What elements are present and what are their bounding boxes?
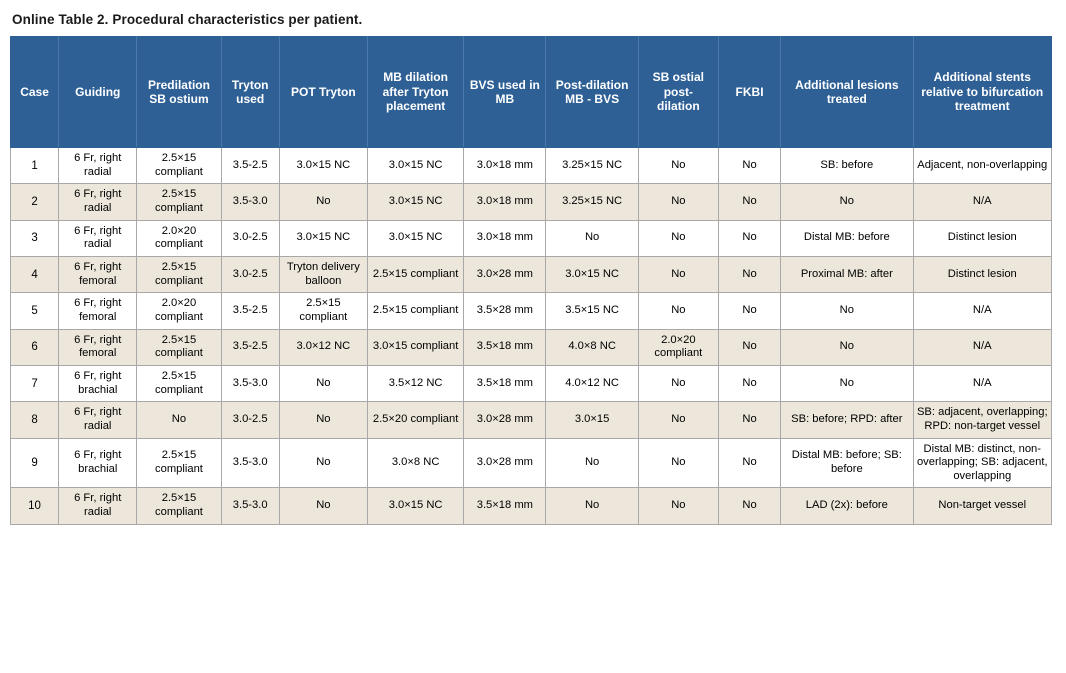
cell-tryton-used: 3.5-3.0: [221, 365, 279, 401]
column-header-tryton-used: Tryton used: [221, 37, 279, 148]
cell-post-dilation: 3.0×15 NC: [546, 256, 638, 292]
cell-bvs-used-mb: 3.5×18 mm: [464, 488, 546, 524]
cell-mb-dilation: 3.5×12 NC: [367, 365, 463, 401]
cell-predilation-sb-ostium: 2.5×15 compliant: [137, 438, 221, 488]
cell-sb-ostial-post-dilation: No: [638, 365, 718, 401]
cell-pot-tryton: 3.0×15 NC: [279, 220, 367, 256]
table-row: [11, 438, 1052, 488]
cell-case: 5: [11, 293, 59, 329]
cell-tryton-used: 3.5-2.5: [221, 293, 279, 329]
cell-sb-ostial-post-dilation: No: [638, 220, 718, 256]
cell-bvs-used-mb: 3.0×18 mm: [464, 148, 546, 184]
cell-case: 6: [11, 329, 59, 365]
cell-case: 8: [11, 402, 59, 438]
cell-fkbi: No: [718, 148, 780, 184]
cell-fkbi: No: [718, 184, 780, 220]
column-header-case: Case: [11, 37, 59, 148]
cell-bvs-used-mb: 3.0×18 mm: [464, 220, 546, 256]
cell-fkbi: No: [718, 365, 780, 401]
cell-case: 1: [11, 148, 59, 184]
table-row: [11, 402, 1052, 438]
cell-pot-tryton: No: [279, 402, 367, 438]
cell-mb-dilation: 3.0×8 NC: [367, 438, 463, 488]
header-row: [11, 37, 1052, 148]
cell-case: 9: [11, 438, 59, 488]
column-header-bvs-used-in-mb: BVS used in MB: [464, 37, 546, 148]
cell-bvs-used-mb: 3.5×18 mm: [464, 329, 546, 365]
cell-case: 7: [11, 365, 59, 401]
cell-fkbi: No: [718, 256, 780, 292]
cell-predilation-sb-ostium: 2.5×15 compliant: [137, 365, 221, 401]
cell-bvs-used-mb: 3.0×28 mm: [464, 438, 546, 488]
cell-post-dilation: 4.0×8 NC: [546, 329, 638, 365]
column-header-mb-dilation: MB dilation after Tryton placement: [367, 37, 463, 148]
cell-mb-dilation: 2.5×15 compliant: [367, 256, 463, 292]
cell-post-dilation: 4.0×12 NC: [546, 365, 638, 401]
procedural-characteristics-table: [10, 36, 1052, 525]
cell-sb-ostial-post-dilation: No: [638, 488, 718, 524]
cell-additional-stents: Adjacent, non-overlapping: [913, 148, 1051, 184]
table-body: [11, 148, 1052, 525]
cell-sb-ostial-post-dilation: No: [638, 184, 718, 220]
column-header-fkbi: FKBI: [718, 37, 780, 148]
cell-additional-stents: Distinct lesion: [913, 220, 1051, 256]
cell-additional-stents: SB: adjacent, overlapping; RPD: non-target vessel: [913, 402, 1051, 438]
cell-fkbi: No: [718, 402, 780, 438]
cell-guiding: 6 Fr, right radial: [59, 220, 137, 256]
cell-additional-lesions: SB: before: [781, 148, 913, 184]
table-row: [11, 220, 1052, 256]
cell-mb-dilation: 3.0×15 NC: [367, 220, 463, 256]
cell-guiding: 6 Fr, right brachial: [59, 438, 137, 488]
cell-guiding: 6 Fr, right radial: [59, 402, 137, 438]
cell-post-dilation: 3.25×15 NC: [546, 148, 638, 184]
cell-post-dilation: 3.0×15: [546, 402, 638, 438]
column-header-pot-tryton: POT Tryton: [279, 37, 367, 148]
table-row: [11, 293, 1052, 329]
cell-post-dilation: 3.5×15 NC: [546, 293, 638, 329]
cell-pot-tryton: No: [279, 184, 367, 220]
cell-additional-stents: Distinct lesion: [913, 256, 1051, 292]
column-header-additional-lesions-treated: Additional lesions treated: [781, 37, 913, 148]
cell-additional-stents: N/A: [913, 329, 1051, 365]
cell-mb-dilation: 3.0×15 NC: [367, 148, 463, 184]
cell-mb-dilation: 3.0×15 compliant: [367, 329, 463, 365]
cell-case: 2: [11, 184, 59, 220]
cell-tryton-used: 3.5-2.5: [221, 329, 279, 365]
cell-post-dilation: No: [546, 220, 638, 256]
cell-tryton-used: 3.0-2.5: [221, 402, 279, 438]
table-row: [11, 184, 1052, 220]
cell-guiding: 6 Fr, right radial: [59, 184, 137, 220]
table-row: [11, 488, 1052, 524]
table-row: [11, 256, 1052, 292]
cell-bvs-used-mb: 3.0×18 mm: [464, 184, 546, 220]
column-header-post-dilation-mb-bvs: Post-dilation MB - BVS: [546, 37, 638, 148]
cell-fkbi: No: [718, 220, 780, 256]
cell-pot-tryton: Tryton delivery balloon: [279, 256, 367, 292]
cell-bvs-used-mb: 3.5×18 mm: [464, 365, 546, 401]
table-row: [11, 365, 1052, 401]
cell-additional-lesions: LAD (2x): before: [781, 488, 913, 524]
cell-fkbi: No: [718, 438, 780, 488]
cell-predilation-sb-ostium: 2.5×15 compliant: [137, 256, 221, 292]
cell-sb-ostial-post-dilation: No: [638, 148, 718, 184]
cell-guiding: 6 Fr, right femoral: [59, 293, 137, 329]
cell-sb-ostial-post-dilation: No: [638, 438, 718, 488]
cell-additional-stents: N/A: [913, 365, 1051, 401]
cell-mb-dilation: 3.0×15 NC: [367, 488, 463, 524]
cell-predilation-sb-ostium: 2.5×15 compliant: [137, 329, 221, 365]
table-row: [11, 329, 1052, 365]
cell-sb-ostial-post-dilation: No: [638, 293, 718, 329]
cell-case: 4: [11, 256, 59, 292]
cell-sb-ostial-post-dilation: No: [638, 402, 718, 438]
table-header: [11, 37, 1052, 148]
cell-sb-ostial-post-dilation: 2.0×20 compliant: [638, 329, 718, 365]
cell-guiding: 6 Fr, right radial: [59, 148, 137, 184]
cell-predilation-sb-ostium: 2.5×15 compliant: [137, 488, 221, 524]
cell-additional-lesions: No: [781, 365, 913, 401]
table-row: [11, 148, 1052, 184]
cell-predilation-sb-ostium: 2.5×15 compliant: [137, 184, 221, 220]
cell-additional-lesions: No: [781, 329, 913, 365]
column-header-sb-ostial-post-dilation: SB ostial post-dilation: [638, 37, 718, 148]
cell-case: 3: [11, 220, 59, 256]
cell-fkbi: No: [718, 488, 780, 524]
cell-additional-lesions: Distal MB: before; SB: before: [781, 438, 913, 488]
cell-additional-stents: N/A: [913, 293, 1051, 329]
cell-fkbi: No: [718, 329, 780, 365]
cell-predilation-sb-ostium: 2.0×20 compliant: [137, 220, 221, 256]
cell-bvs-used-mb: 3.5×28 mm: [464, 293, 546, 329]
cell-pot-tryton: 3.0×15 NC: [279, 148, 367, 184]
cell-post-dilation: No: [546, 438, 638, 488]
cell-additional-stents: Non-target vessel: [913, 488, 1051, 524]
cell-guiding: 6 Fr, right femoral: [59, 329, 137, 365]
cell-mb-dilation: 2.5×15 compliant: [367, 293, 463, 329]
cell-bvs-used-mb: 3.0×28 mm: [464, 402, 546, 438]
cell-post-dilation: No: [546, 488, 638, 524]
column-header-predilation-sb-ostium: Predilation SB ostium: [137, 37, 221, 148]
cell-fkbi: No: [718, 293, 780, 329]
cell-tryton-used: 3.0-2.5: [221, 220, 279, 256]
cell-mb-dilation: 3.0×15 NC: [367, 184, 463, 220]
cell-predilation-sb-ostium: No: [137, 402, 221, 438]
cell-pot-tryton: No: [279, 438, 367, 488]
cell-tryton-used: 3.5-3.0: [221, 184, 279, 220]
cell-tryton-used: 3.0-2.5: [221, 256, 279, 292]
cell-pot-tryton: No: [279, 488, 367, 524]
cell-pot-tryton: 3.0×12 NC: [279, 329, 367, 365]
cell-additional-lesions: Distal MB: before: [781, 220, 913, 256]
cell-tryton-used: 3.5-3.0: [221, 488, 279, 524]
cell-guiding: 6 Fr, right radial: [59, 488, 137, 524]
column-header-additional-stents: Additional stents relative to bifurcation treatment: [913, 37, 1051, 148]
cell-pot-tryton: No: [279, 365, 367, 401]
column-header-guiding: Guiding: [59, 37, 137, 148]
cell-guiding: 6 Fr, right femoral: [59, 256, 137, 292]
cell-pot-tryton: 2.5×15 compliant: [279, 293, 367, 329]
cell-additional-stents: Distal MB: distinct, non-overlapping; SB: adjacent, overlapping: [913, 438, 1051, 488]
cell-tryton-used: 3.5-3.0: [221, 438, 279, 488]
cell-post-dilation: 3.25×15 NC: [546, 184, 638, 220]
cell-predilation-sb-ostium: 2.0×20 compliant: [137, 293, 221, 329]
table-caption: Online Table 2. Procedural characteristics per patient.: [12, 12, 363, 27]
cell-additional-stents: N/A: [913, 184, 1051, 220]
cell-additional-lesions: No: [781, 184, 913, 220]
cell-bvs-used-mb: 3.0×28 mm: [464, 256, 546, 292]
cell-additional-lesions: No: [781, 293, 913, 329]
cell-guiding: 6 Fr, right brachial: [59, 365, 137, 401]
cell-sb-ostial-post-dilation: No: [638, 256, 718, 292]
cell-predilation-sb-ostium: 2.5×15 compliant: [137, 148, 221, 184]
cell-case: 10: [11, 488, 59, 524]
cell-mb-dilation: 2.5×20 compliant: [367, 402, 463, 438]
cell-additional-lesions: Proximal MB: after: [781, 256, 913, 292]
cell-tryton-used: 3.5-2.5: [221, 148, 279, 184]
cell-additional-lesions: SB: before; RPD: after: [781, 402, 913, 438]
